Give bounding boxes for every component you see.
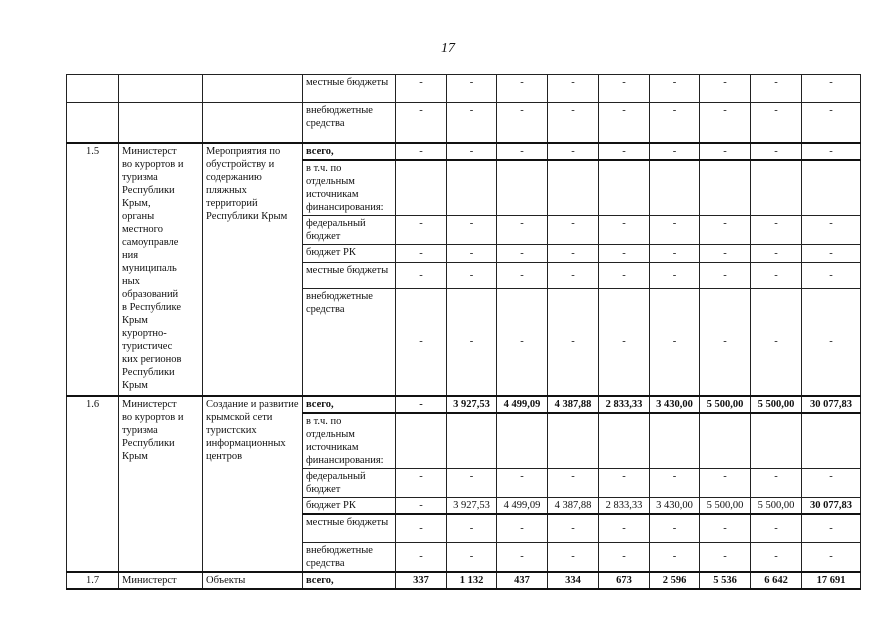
source-label: внебюджетные средства: [303, 103, 396, 143]
budget-table: [66, 74, 861, 590]
value-cell: -: [548, 262, 599, 288]
value-cell: -: [447, 103, 497, 143]
value-cell: [548, 413, 599, 469]
value-cell: -: [650, 244, 700, 262]
activity-name: Объекты: [203, 572, 303, 589]
responsible-party: Министерст: [119, 572, 203, 589]
value-cell: 5 500,00: [751, 396, 802, 413]
table-row: [67, 143, 861, 160]
value-cell: -: [751, 262, 802, 288]
source-label: бюджет РК: [303, 498, 396, 515]
source-label: местные бюджеты: [303, 262, 396, 288]
value-cell: 3 430,00: [650, 396, 700, 413]
responsible-party: Министерст во курортов и туризма Республики Крым, органы местного самоуправле ния муниципаль ных образований в Республике Крым курортно- туристичес ких регионов Республики Крым: [119, 143, 203, 397]
source-label: внебюджетные средства: [303, 542, 396, 572]
activity-cell: [203, 75, 303, 103]
value-cell: 5 500,00: [700, 396, 751, 413]
source-label: всего,: [303, 143, 396, 160]
value-cell: -: [548, 542, 599, 572]
value-cell: -: [599, 542, 650, 572]
value-cell: -: [751, 469, 802, 498]
value-cell: -: [396, 262, 447, 288]
responsible-party: Министерст во курортов и туризма Республики Крым: [119, 396, 203, 572]
value-cell: [396, 160, 447, 216]
item-code: 1.7: [67, 572, 119, 589]
value-cell: -: [650, 215, 700, 244]
value-cell: [802, 160, 861, 216]
value-cell: 2 596: [650, 572, 700, 589]
value-cell: -: [599, 103, 650, 143]
value-cell: -: [599, 288, 650, 396]
item-code: 1.6: [67, 396, 119, 572]
source-label: бюджет РК: [303, 244, 396, 262]
value-cell: -: [396, 143, 447, 160]
value-cell: -: [396, 542, 447, 572]
source-label: местные бюджеты: [303, 75, 396, 103]
value-cell: -: [548, 469, 599, 498]
activity-name: Создание и развитие крымской сети туристских информационных центров: [203, 396, 303, 572]
value-cell: -: [447, 244, 497, 262]
value-cell: -: [497, 542, 548, 572]
value-cell: -: [548, 288, 599, 396]
value-cell: -: [599, 244, 650, 262]
value-cell: [751, 413, 802, 469]
table-row: [67, 396, 861, 413]
table-row: [67, 572, 861, 589]
value-cell: 3 927,53: [447, 396, 497, 413]
source-label: федеральный бюджет: [303, 215, 396, 244]
value-cell: 4 387,88: [548, 396, 599, 413]
value-cell: 30 077,83: [802, 498, 861, 515]
source-label: местные бюджеты: [303, 514, 396, 542]
value-cell: [497, 413, 548, 469]
value-cell: -: [599, 469, 650, 498]
source-label: в т.ч. по отдельным источникам финансирования:: [303, 160, 396, 216]
value-cell: -: [447, 288, 497, 396]
value-cell: -: [396, 396, 447, 413]
value-cell: -: [548, 143, 599, 160]
value-cell: -: [700, 262, 751, 288]
value-cell: -: [650, 103, 700, 143]
table-row: [67, 103, 861, 143]
value-cell: [447, 413, 497, 469]
value-cell: -: [751, 103, 802, 143]
value-cell: -: [497, 215, 548, 244]
value-cell: 5 500,00: [700, 498, 751, 515]
value-cell: -: [497, 514, 548, 542]
value-cell: -: [700, 75, 751, 103]
value-cell: -: [396, 103, 447, 143]
value-cell: -: [650, 262, 700, 288]
value-cell: -: [700, 542, 751, 572]
value-cell: 5 500,00: [751, 498, 802, 515]
value-cell: -: [497, 262, 548, 288]
value-cell: 337: [396, 572, 447, 589]
value-cell: -: [497, 103, 548, 143]
value-cell: [700, 160, 751, 216]
value-cell: -: [802, 542, 861, 572]
value-cell: -: [396, 498, 447, 515]
value-cell: -: [751, 143, 802, 160]
value-cell: 334: [548, 572, 599, 589]
value-cell: -: [548, 103, 599, 143]
value-cell: -: [802, 143, 861, 160]
source-label: в т.ч. по отдельным источникам финансирования:: [303, 413, 396, 469]
source-label: всего,: [303, 572, 396, 589]
value-cell: -: [700, 215, 751, 244]
value-cell: -: [447, 215, 497, 244]
value-cell: -: [802, 262, 861, 288]
value-cell: -: [396, 469, 447, 498]
value-cell: [548, 160, 599, 216]
value-cell: -: [751, 75, 802, 103]
value-cell: 673: [599, 572, 650, 589]
value-cell: -: [802, 514, 861, 542]
value-cell: -: [497, 75, 548, 103]
value-cell: -: [751, 514, 802, 542]
page-number: 17: [441, 41, 455, 56]
value-cell: -: [650, 143, 700, 160]
value-cell: [802, 413, 861, 469]
value-cell: -: [751, 542, 802, 572]
table-row: [67, 75, 861, 103]
value-cell: -: [396, 244, 447, 262]
value-cell: -: [751, 215, 802, 244]
value-cell: -: [447, 143, 497, 160]
value-cell: [650, 160, 700, 216]
value-cell: -: [497, 469, 548, 498]
value-cell: [751, 160, 802, 216]
value-cell: 3 430,00: [650, 498, 700, 515]
value-cell: -: [548, 244, 599, 262]
value-cell: [447, 160, 497, 216]
value-cell: 437: [497, 572, 548, 589]
source-label: федеральный бюджет: [303, 469, 396, 498]
value-cell: -: [599, 215, 650, 244]
value-cell: 2 833,33: [599, 498, 650, 515]
value-cell: [396, 413, 447, 469]
value-cell: -: [497, 288, 548, 396]
value-cell: -: [650, 514, 700, 542]
value-cell: -: [802, 75, 861, 103]
source-label: внебюджетные средства: [303, 288, 396, 396]
value-cell: -: [548, 215, 599, 244]
activity-name: Мероприятия по обустройству и содержанию пляжных территорий Республики Крым: [203, 143, 303, 397]
value-cell: -: [599, 514, 650, 542]
value-cell: -: [447, 469, 497, 498]
code-cell: [67, 75, 119, 103]
value-cell: -: [802, 469, 861, 498]
value-cell: -: [396, 75, 447, 103]
value-cell: 1 132: [447, 572, 497, 589]
value-cell: 4 387,88: [548, 498, 599, 515]
value-cell: -: [700, 143, 751, 160]
value-cell: -: [700, 514, 751, 542]
value-cell: -: [751, 244, 802, 262]
value-cell: -: [650, 469, 700, 498]
value-cell: 17 691: [802, 572, 861, 589]
value-cell: 4 499,09: [497, 396, 548, 413]
item-code: 1.5: [67, 143, 119, 397]
value-cell: 2 833,33: [599, 396, 650, 413]
value-cell: 4 499,09: [497, 498, 548, 515]
value-cell: -: [700, 244, 751, 262]
value-cell: -: [650, 542, 700, 572]
value-cell: [599, 160, 650, 216]
value-cell: -: [650, 288, 700, 396]
value-cell: -: [599, 143, 650, 160]
value-cell: -: [599, 75, 650, 103]
value-cell: -: [447, 542, 497, 572]
value-cell: -: [396, 215, 447, 244]
code-cell: [67, 103, 119, 143]
value-cell: -: [497, 143, 548, 160]
value-cell: -: [447, 514, 497, 542]
value-cell: -: [447, 75, 497, 103]
value-cell: 3 927,53: [447, 498, 497, 515]
value-cell: [650, 413, 700, 469]
value-cell: -: [700, 469, 751, 498]
responsible-cell: [119, 103, 203, 143]
value-cell: -: [599, 262, 650, 288]
value-cell: -: [802, 103, 861, 143]
value-cell: -: [802, 244, 861, 262]
value-cell: 6 642: [751, 572, 802, 589]
value-cell: 30 077,83: [802, 396, 861, 413]
value-cell: 5 536: [700, 572, 751, 589]
value-cell: -: [497, 244, 548, 262]
value-cell: -: [700, 103, 751, 143]
responsible-cell: [119, 75, 203, 103]
value-cell: [497, 160, 548, 216]
value-cell: -: [700, 288, 751, 396]
source-label: всего,: [303, 396, 396, 413]
value-cell: -: [548, 514, 599, 542]
value-cell: -: [650, 75, 700, 103]
value-cell: -: [447, 262, 497, 288]
value-cell: -: [396, 288, 447, 396]
value-cell: -: [396, 514, 447, 542]
value-cell: -: [548, 75, 599, 103]
value-cell: [599, 413, 650, 469]
value-cell: -: [751, 288, 802, 396]
value-cell: [700, 413, 751, 469]
value-cell: -: [802, 288, 861, 396]
activity-cell: [203, 103, 303, 143]
value-cell: -: [802, 215, 861, 244]
